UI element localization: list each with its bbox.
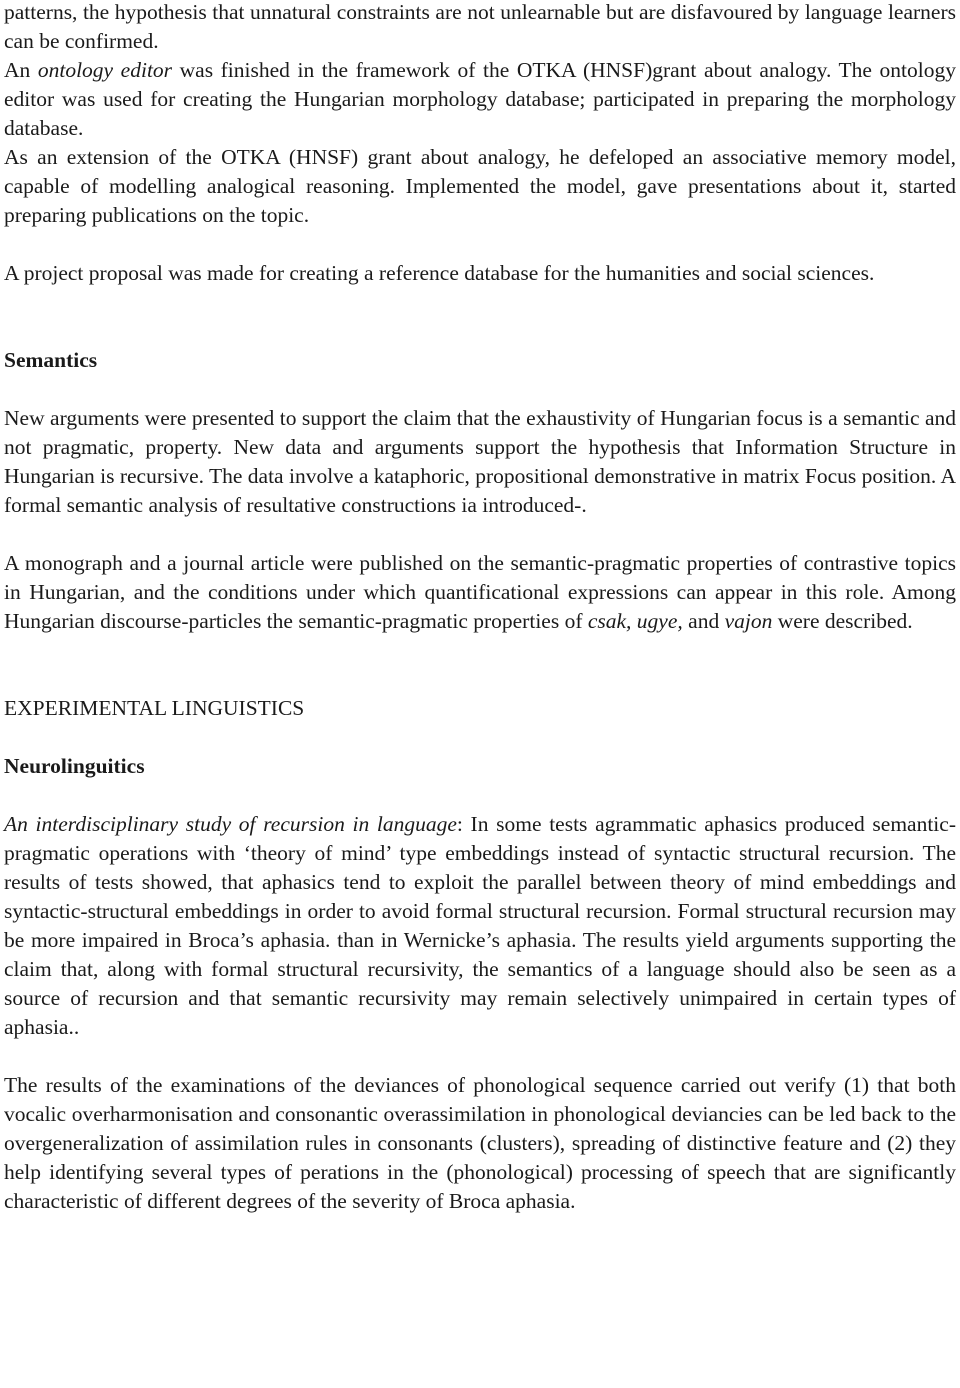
paragraph-recursion-study — [4, 810, 956, 1042]
text-run: An — [4, 58, 38, 82]
italic-term: ontology editor — [37, 58, 173, 82]
text-run: were described. — [772, 609, 913, 633]
paragraph-ontology-editor — [4, 56, 956, 143]
document-page — [4, 0, 956, 1216]
paragraph-contrastive-topics — [4, 549, 956, 636]
paragraph-phonological-deviances: The results of the examinations of the deviances of phonological sequence carried out verify (1) that both vocalic overharmonisation and consonantic overassimilation in phonological deviancies can be led back to the overgeneralization of assimilation rules in consonants (clusters), spreading of distinctive feature and (2) they help identifying several types of perations in the (phonological) processing of speech that are significantly characteristic of different degrees of the severity of Broca aphasia. — [4, 1073, 956, 1213]
text-run: : In some tests agrammatic aphasics produced semantic-pragmatic operations with ‘theory of mind’ type embeddings instead of syntactic structural recursion. The results of tests showed, that aphasics tend to exploit the parallel between theory of mind embeddings and syntactic-structural embeddings in order to avoid formal structural recursion. Formal structural recursion may be more impaired in Broca’s aphasia. than in Wernicke’s aphasia. The results yield arguments supporting the claim that, along with formal structural recursivity, the semantics of a language should also be seen as a source of recursion and that semantic recursivity may remain selectively unimpaired in certain types of aphasia.. — [4, 812, 956, 1039]
text-run: and — [682, 609, 725, 633]
paragraph-project-proposal: A project proposal was made for creating a reference database for the humanities and social sciences. — [4, 261, 875, 285]
section-heading-experimental-linguistics: EXPERIMENTAL LINGUISTICS — [4, 696, 305, 720]
subsection-heading-neurolinguistics: Neurolinguitics — [4, 754, 145, 778]
italic-title: An interdisciplinary study of recursion in language — [4, 812, 457, 836]
section-heading-semantics: Semantics — [4, 348, 98, 372]
italic-term: vajon — [724, 609, 773, 633]
italic-term: csak, ugye, — [587, 609, 683, 633]
text-run: was finished in the framework of the OTKA (HNSF)grant about analogy. The ontology editor was used for creating the Hungarian morphology database; participated in preparing the morphology database. — [4, 58, 956, 140]
text-run: A monograph and a journal article were published on the semantic-pragmatic properties of contrastive topics in Hungarian, and the conditions under which quantificational expressions can appear in this role. Among Hungarian discourse-particles the semantic-pragmatic properties of — [4, 551, 956, 633]
paragraph-exhaustivity: New arguments were presented to support the claim that the exhaustivity of Hungarian focus is a semantic and not pragmatic, property. New data and arguments support the hypothesis that Information Structure in Hungarian is recursive. The data involve a kataphoric, propositional demonstrative in matrix Focus position. A formal semantic analysis of resultative constructions ia introduced-. — [4, 406, 956, 517]
paragraph-associative-memory: As an extension of the OTKA (HNSF) grant about analogy, he defeloped an associative memory model, capable of modelling analogical reasoning. Implemented the model, gave presentations about it, started preparing publications on the topic. — [4, 145, 956, 227]
paragraph-constraints: patterns, the hypothesis that unnatural constraints are not unlearnable but are disfavoured by language learners can be confirmed. — [4, 0, 956, 53]
